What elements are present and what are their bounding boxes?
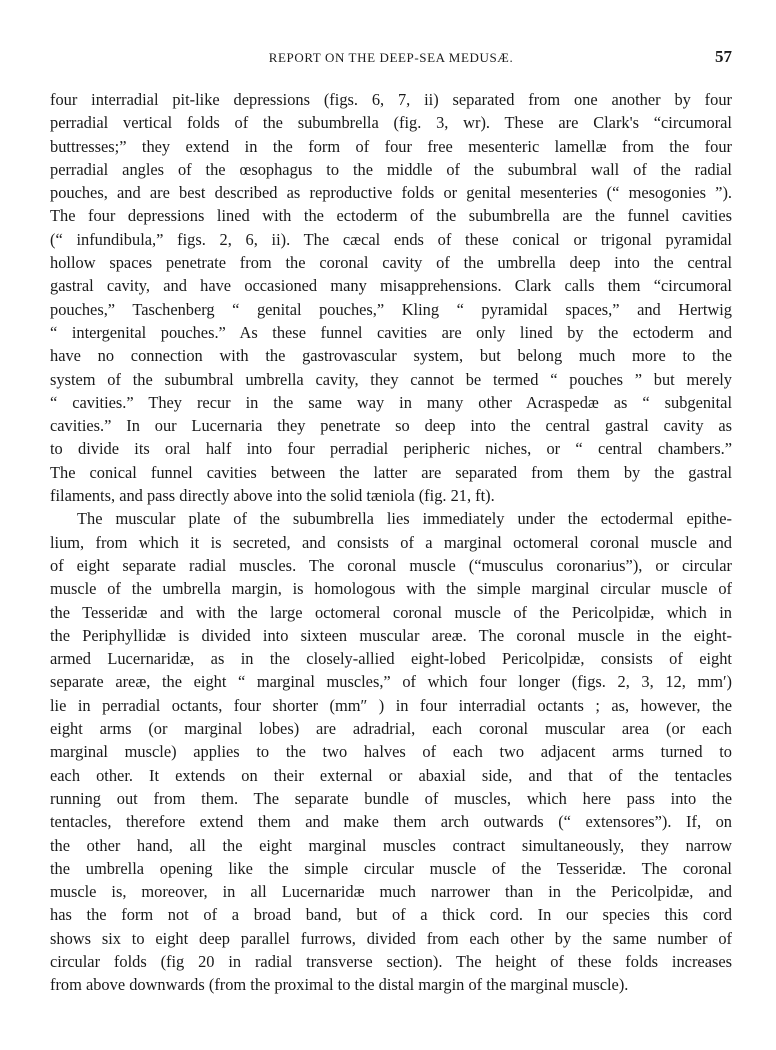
running-title: REPORT ON THE DEEP-SEA MEDUSÆ. <box>268 50 514 65</box>
text-line: has the form not of a broad band, but of a thick cord. In our species this cord <box>50 905 732 925</box>
text-line: hollow spaces penetrate from the coronal cavity of the umbrella deep into the central <box>50 253 732 273</box>
text-line: circular folds (fig 20 in radial transverse section). The height of these folds increases <box>50 951 732 971</box>
text-line: tentacles, therefore extend them and make them arch outwards (“ extensores”). If, on <box>50 812 732 832</box>
text-line: muscle of the umbrella margin, is homologous with the simple marginal circular muscle of <box>50 579 732 599</box>
text-line: gastral cavity, and have occasioned many misapprehensions. Clark calls them “circumoral <box>50 276 732 296</box>
text-line: the other hand, all the eight marginal muscles contract simultaneously, they narrow <box>50 835 732 855</box>
text-line: lium, from which it is secreted, and consists of a marginal octomeral coronal muscle and <box>50 532 732 552</box>
text-line: each other. It extends on their external or abaxial side, and that of the tentacles <box>50 765 732 785</box>
text-line: “ intergenital pouches.” As these funnel cavities are only lined by the ectoderm and <box>50 322 732 342</box>
text-line: eight arms (or marginal lobes) are adradrial, each coronal muscular area (or each <box>50 719 732 739</box>
text-line: marginal muscle) applies to the two halves of each two adjacent arms turned to <box>50 742 732 762</box>
text-line: buttresses;” they extend in the form of four free mesenteric lamellæ from the four <box>50 136 732 156</box>
text-line: muscle is, moreover, in all Lucernaridæ much narrower than in the Pericolpidæ, and <box>50 882 732 902</box>
text-line: cavities.” In our Lucernaria they penetrate so deep into the central gastral cavity as <box>50 416 732 436</box>
text-line: system of the subumbral umbrella cavity, they cannot be termed “ pouches ” but merely <box>50 369 732 389</box>
text-line: of eight separate radial muscles. The coronal muscle (“musculus coronarius”), or circular <box>50 555 732 575</box>
text-line: pouches,” Taschenberg “ genital pouches,” Kling “ pyramidal spaces,” and Hertwig <box>50 299 732 319</box>
text-line: armed Lucernaridæ, as in the closely-allied eight-lobed Pericolpidæ, consists of eight <box>50 649 732 669</box>
text-line: “ cavities.” They recur in the same way in many other Acraspedæ as “ subgenital <box>50 392 732 412</box>
running-header <box>50 47 732 69</box>
text-line: running out from them. The separate bundle of muscles, which here pass into the <box>50 788 732 808</box>
text-line: The conical funnel cavities between the latter are separated from them by the gastral <box>50 462 732 482</box>
paragraph-2 <box>50 507 732 996</box>
text-line: the Tesseridæ and with the large octomeral coronal muscle of the Pericolpidæ, which in <box>50 602 732 622</box>
text-line: to divide its oral half into four perradial peripheric niches, or “ central chambers.” <box>50 439 732 459</box>
page-number: 57 <box>715 47 732 66</box>
text-line: filaments, and pass directly above into the solid tæniola (fig. 21, ft). <box>50 486 495 506</box>
text-line: (“ infundibula,” figs. 2, 6, ii). The cæcal ends of these conical or trigonal pyramidal <box>50 229 732 249</box>
text-line: have no connection with the gastrovascular system, but belong much more to the <box>50 346 732 366</box>
text-line: from above downwards (from the proximal to the distal margin of the marginal muscle). <box>50 975 629 995</box>
text-line: four interradial pit-like depressions (figs. 6, 7, ii) separated from one another by four <box>50 90 732 109</box>
paragraph-1 <box>50 88 732 507</box>
text-line: separate areæ, the eight “ marginal muscles,” of which four longer (figs. 2, 3, 12, mm′) <box>50 672 732 692</box>
text-line: the umbrella opening like the simple circular muscle of the Tesseridæ. The coronal <box>50 858 732 878</box>
text-line: lie in perradial octants, four shorter (mm″ ) in four interradial octants ; as, however, the <box>50 695 732 715</box>
body-text <box>50 88 732 997</box>
text-line: The four depressions lined with the ectoderm of the subumbrella are the funnel cavities <box>50 206 732 226</box>
text-line: the Periphyllidæ is divided into sixteen muscular areæ. The coronal muscle in the eight- <box>50 625 732 645</box>
text-line: pouches, and are best described as reproductive folds or genital mesenteries (“ mesogonies ”). <box>50 183 732 203</box>
text-line: The muscular plate of the subumbrella lies immediately under the ectodermal epithe- <box>77 509 732 529</box>
text-line: perradial vertical folds of the subumbrella (fig. 3, wr). These are Clark's “circumoral <box>50 113 732 133</box>
text-line: shows six to eight deep parallel furrows, divided from each other by the same number of <box>50 928 732 948</box>
text-line: perradial angles of the œsophagus to the middle of the subumbral wall of the radial <box>50 159 732 179</box>
